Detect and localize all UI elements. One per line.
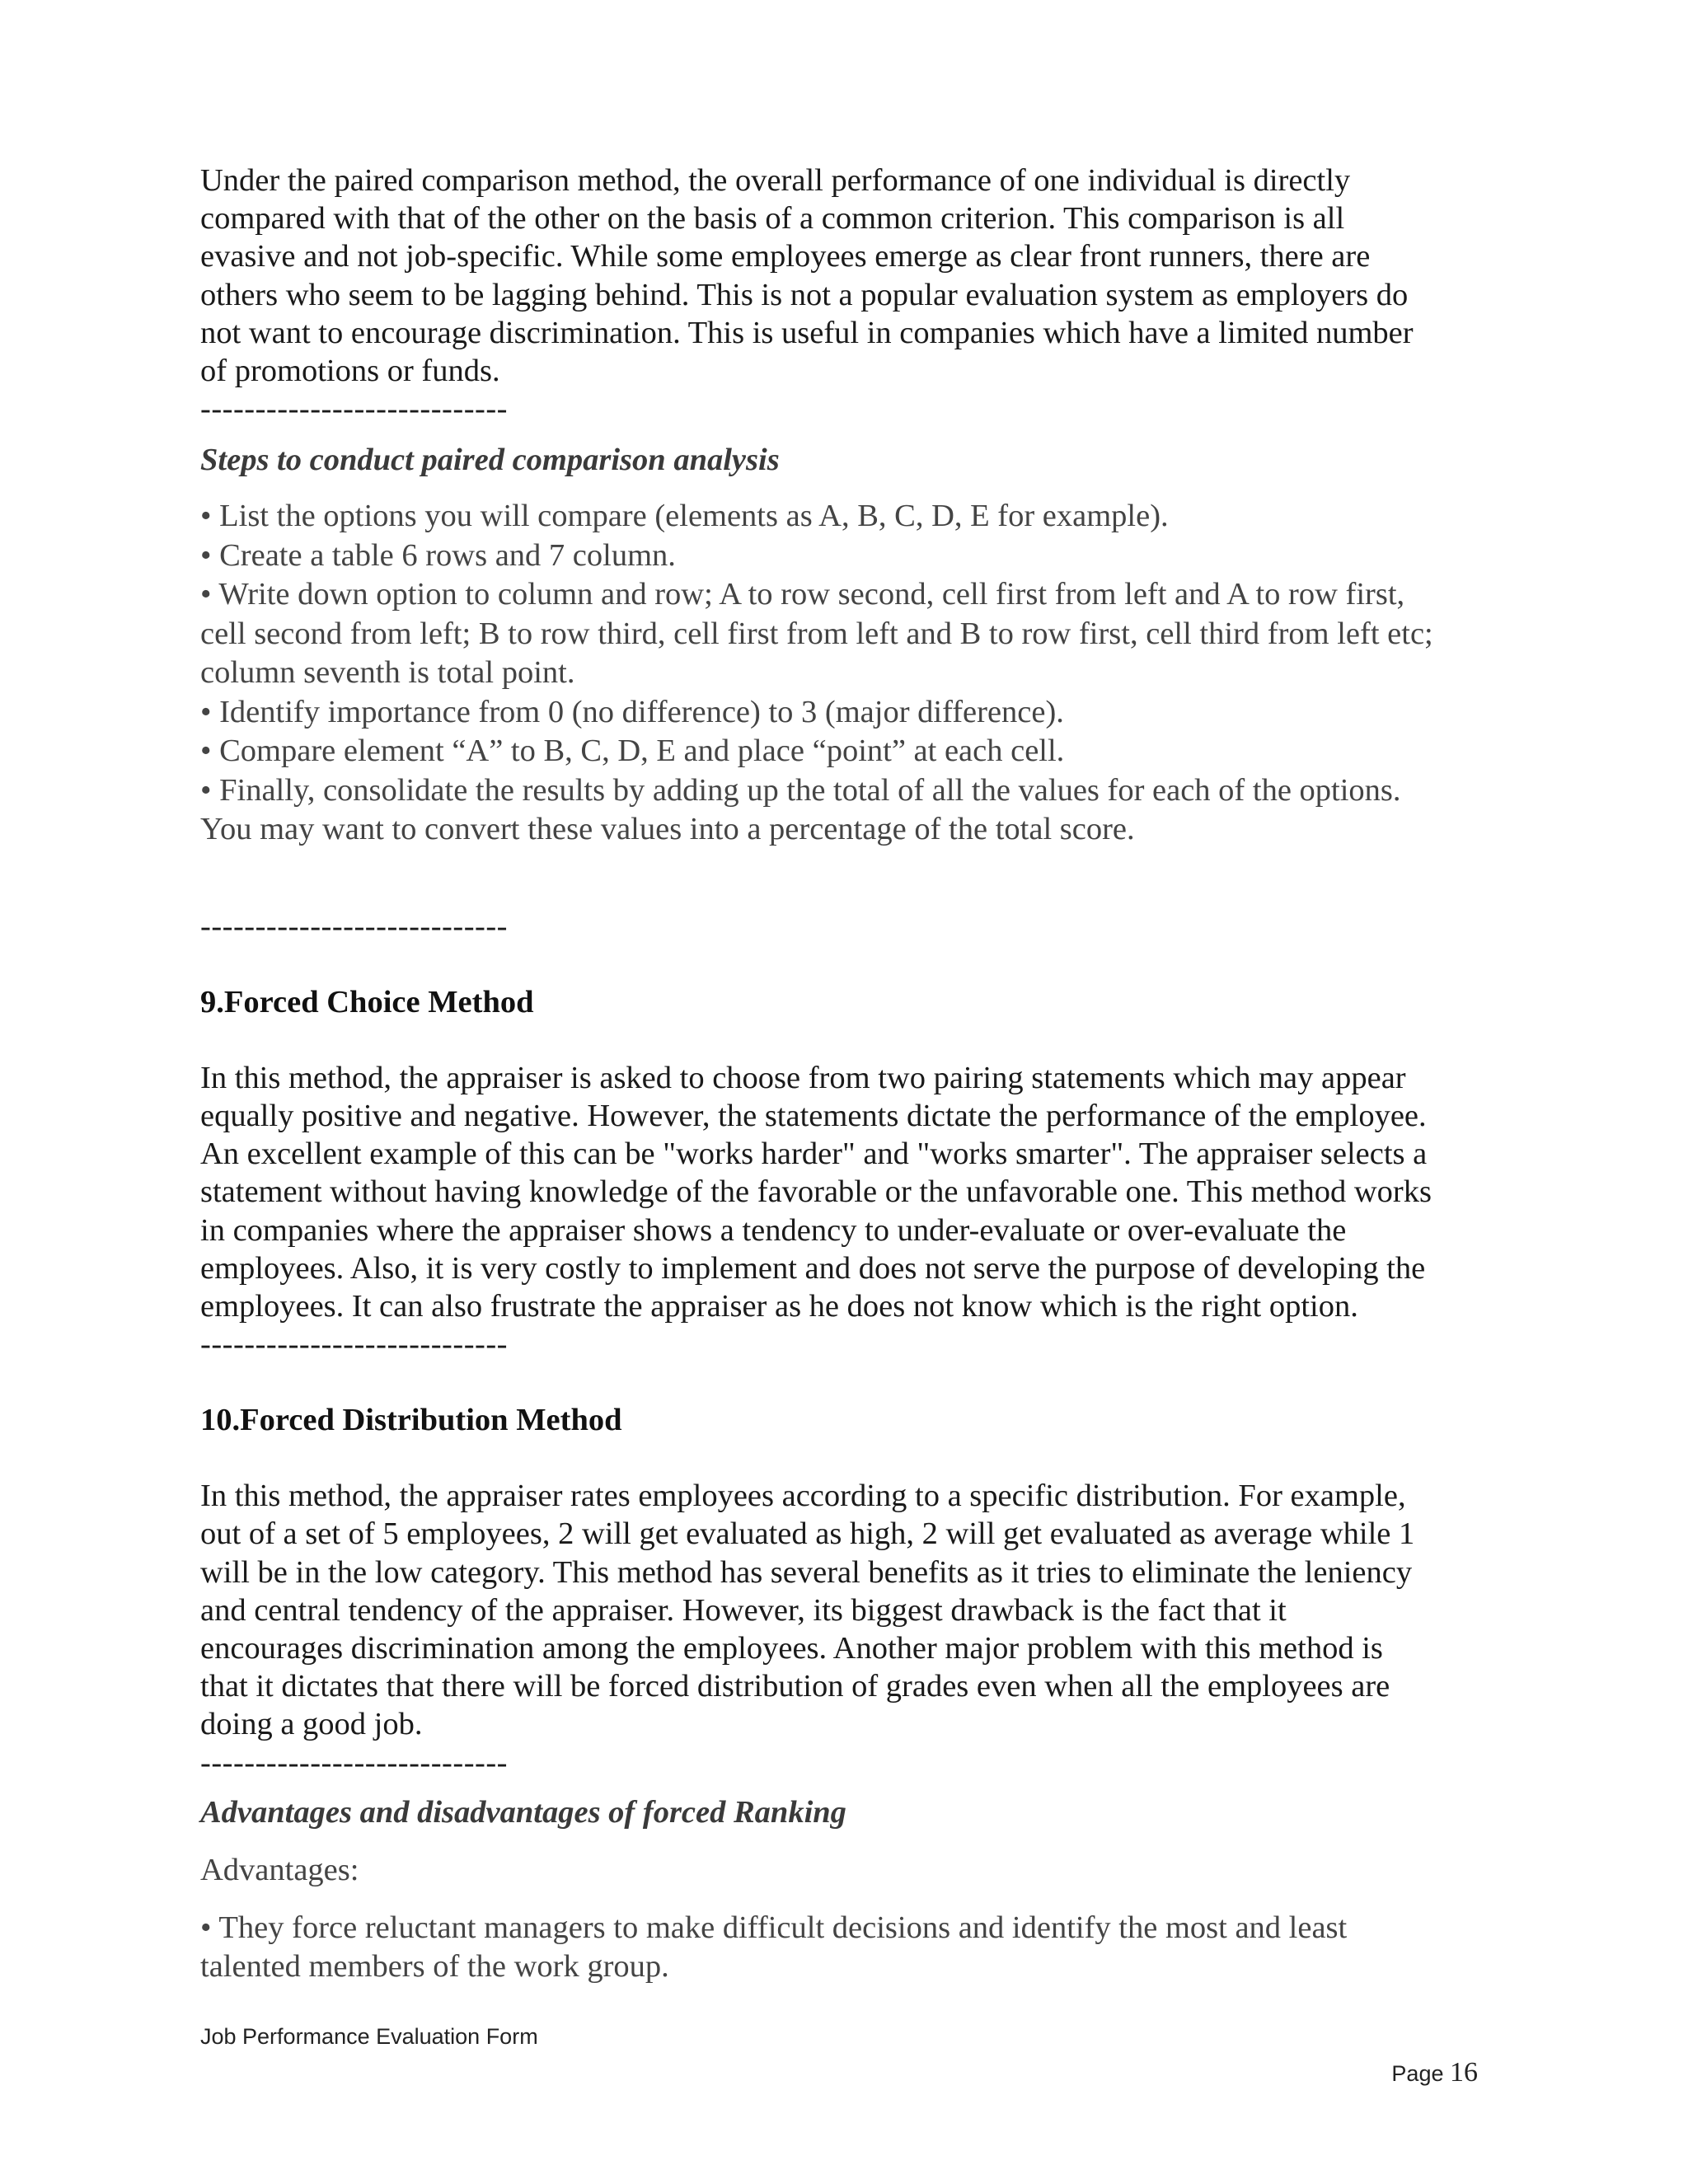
separator-line: ---------------------------- bbox=[200, 391, 508, 427]
list-item: • Create a table 6 rows and 7 column. bbox=[200, 537, 676, 573]
forced-distribution-paragraph: In this method, the appraiser rates employees according to a specific distribution. For example, out of a set of 5 employees, 2 will get evaluated as high, 2 will get evaluated as average while 1 will be in the low category. This method has several benefits as it tries to eliminate the leniency and central tendency of the appraiser. However, its biggest drawback is the fact that it encourages discrimination among the employees. Another major problem with this method is that it dictates that there will be forced distribution of grades even when all the employees are doing a good job. bbox=[200, 1479, 1415, 1742]
separator-line: ---------------------------- bbox=[200, 908, 508, 944]
steps-heading: Steps to conduct paired comparison analysis bbox=[200, 443, 780, 478]
steps-list bbox=[200, 497, 1503, 850]
page-content bbox=[200, 162, 1503, 1987]
list-item: • List the options you will compare (elements as A, B, C, D, E for example). bbox=[200, 499, 1169, 534]
page-label: Page bbox=[1391, 2061, 1444, 2086]
list-item: • Compare element “A” to B, C, D, E and place “point” at each cell. bbox=[200, 733, 1065, 769]
forced-distribution-heading: 10.Forced Distribution Method bbox=[200, 1403, 622, 1438]
footer-document-title: Job Performance Evaluation Form bbox=[200, 2024, 538, 2049]
forced-choice-heading: 9.Forced Choice Method bbox=[200, 984, 534, 1019]
advantages-list bbox=[200, 1909, 1503, 1987]
page-number: 16 bbox=[1450, 2057, 1478, 2088]
list-item: • Identify importance from 0 (no difference) to 3 (major difference). bbox=[200, 694, 1064, 729]
footer-page-indicator bbox=[1391, 2057, 1478, 2088]
forced-choice-paragraph: In this method, the appraiser is asked to choose from two pairing statements which may appear equally positive and negative. However, the statements dictate the performance of the employee. An excellent example of this can be "works harder" and "works smarter". The appraiser selects a statement without having knowledge of the favorable or the unfavorable one. This method works in companies where the appraiser shows a tendency to under-evaluate or over-evaluate the employees. Also, it is very costly to implement and does not serve the purpose of developing the employees. It can also frustrate the appraiser as he does not know which is the right option. bbox=[200, 1060, 1432, 1324]
list-item: • They force reluctant managers to make difficult decisions and identify the most and least talented members of the work group. bbox=[200, 1910, 1348, 1985]
advantages-disadvantages-heading: Advantages and disadvantages of forced Ranking bbox=[200, 1794, 846, 1830]
list-item: • Write down option to column and row; A to row second, cell first from left and A to row first, cell second from left; B to row third, cell first from left and B to row first, cell third from left etc; column seventh is total point. bbox=[200, 577, 1433, 691]
list-item: • Finally, consolidate the results by adding up the total of all the values for each of the options. You may want to convert these values into a percentage of the total score. bbox=[200, 772, 1401, 847]
paired-comparison-intro-paragraph: Under the paired comparison method, the overall performance of one individual is directly compared with that of the other on the basis of a common criterion. This comparison is all evasive and not job-specific. While some employees emerge as clear front runners, there are others who seem to be lagging behind. This is not a popular evaluation system as employers do not want to encourage discrimination. This is useful in companies which have a limited number of promotions or funds. bbox=[200, 163, 1414, 389]
separator-line: ---------------------------- bbox=[200, 1327, 508, 1362]
advantages-label: Advantages: bbox=[200, 1852, 359, 1887]
separator-line: ---------------------------- bbox=[200, 1745, 508, 1780]
